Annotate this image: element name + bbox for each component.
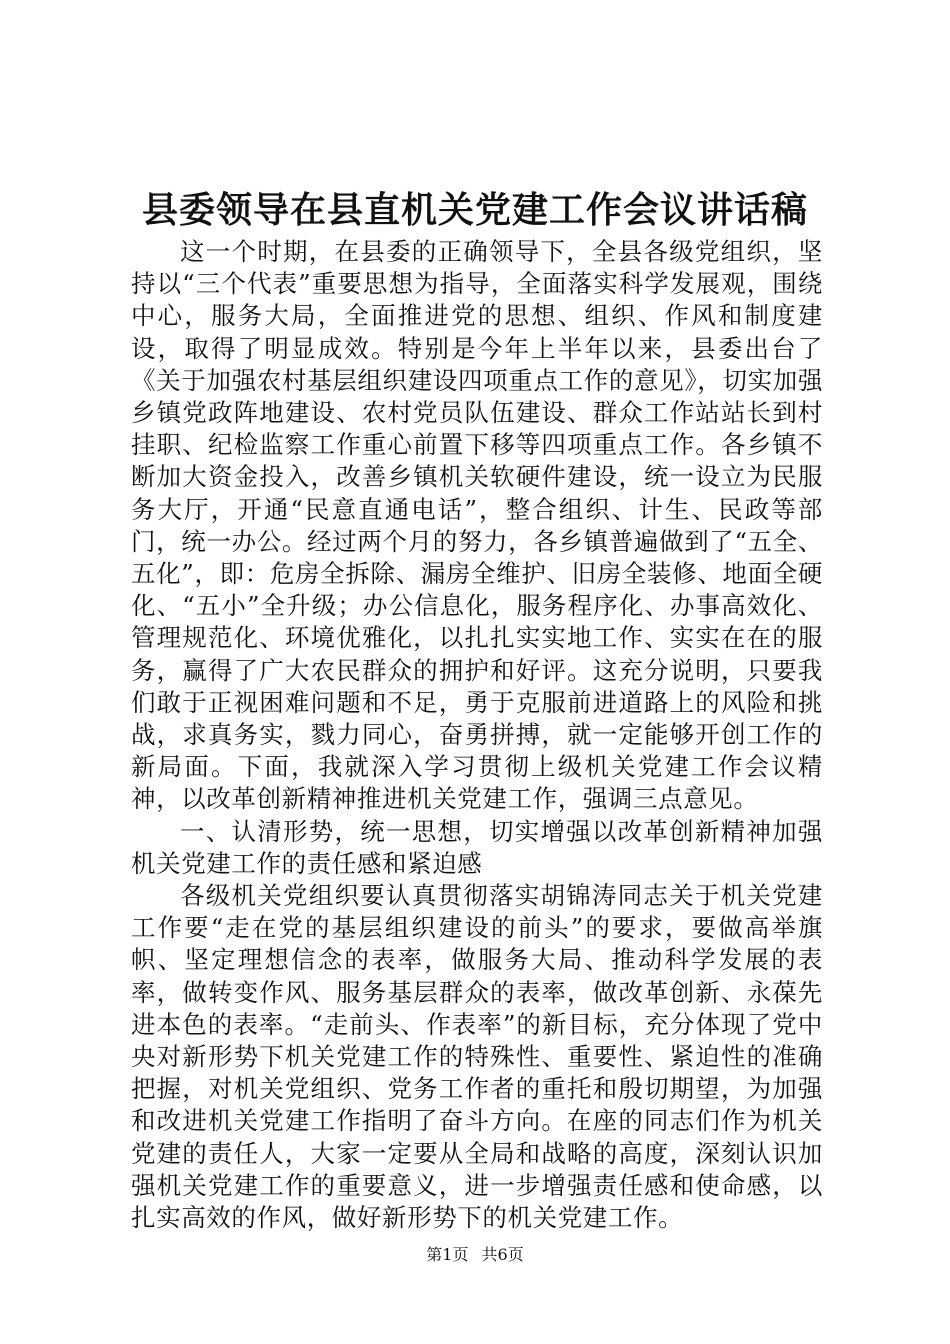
body-paragraph-intro: 这一个时期，在县委的正确领导下，全县各级党组织，坚持以“三个代表”重要思想为指导，全面落实科学发展观，围绕中心，服务大局，全面推进党的思想、组织、作风和制度建设，取得了明显成效。特别是今年上半年以来，县委出台了《关于加强农村基层组织建设四项重点工作的意见》，切实加强乡镇党政阵地建设、农村党员队伍建设、群众工作站站长到村挂职、纪检监察工作重心前置下移等四项重点工作。各乡镇不断加大资金投入，改善乡镇机关软硬件建设，统一设立为民服务大厅，开通“民意直通电话”，整合组织、计生、民政等部门，统一办公。经过两个月的努力，各乡镇普遍做到了“五全、五化”，即：危房全拆除、漏房全维护、旧房全装修、地面全硬化、“五小”全升级；办公信息化，服务程序化、办事高效化、管理规范化、环境优雅化，以扎扎实实地工作、实实在在的服务，赢得了广大农民群众的拥护和好评。这充分说明，只要我们敢于正视困难问题和不足，勇于克服前进道路上的风险和挑战，求真务实，戮力同心，奋勇拼搏，就一定能够开创工作的新局面。下面，我就深入学习贯彻上级机关党建工作会议精神，以改革创新精神推进机关党建工作，强调三点意见。 (131, 237, 823, 814)
page-total: 共6页 (481, 1245, 524, 1264)
document-body (131, 236, 823, 1234)
section-heading-one: 一、认清形势，统一思想，切实增强以改革创新精神加强机关党建工作的责任感和紧迫感 (131, 816, 823, 878)
document-title: 县委领导在县直机关党建工作会议讲话稿 (141, 189, 808, 231)
body-paragraph-section-one: 各级机关党组织要认真贯彻落实胡锦涛同志关于机关党建工作要“走在党的基层组织建设的前头”的要求，要做高举旗帜、坚定理想信念的表率，做服务大局、推动科学发展的表率，做转变作风、服务基层群众的表率，做改革创新、永葆先进本色的表率。“走前头、作表率”的新目标，充分体现了党中央对新形势下机关党建工作的特殊性、重要性、紧迫性的准确把握，对机关党组织、党务工作者的重托和殷切期望，为加强和改进机关党建工作指明了奋斗方向。在座的同志们作为机关党建的责任人，大家一定要从全局和战略的高度，深刻认识加强机关党建工作的重要意义，进一步增强责任感和使命感，以扎实高效的作风，做好新形势下的机关党建工作。 (131, 881, 823, 1233)
page-number: 第1页 (426, 1245, 469, 1264)
page-footer (0, 1244, 950, 1266)
